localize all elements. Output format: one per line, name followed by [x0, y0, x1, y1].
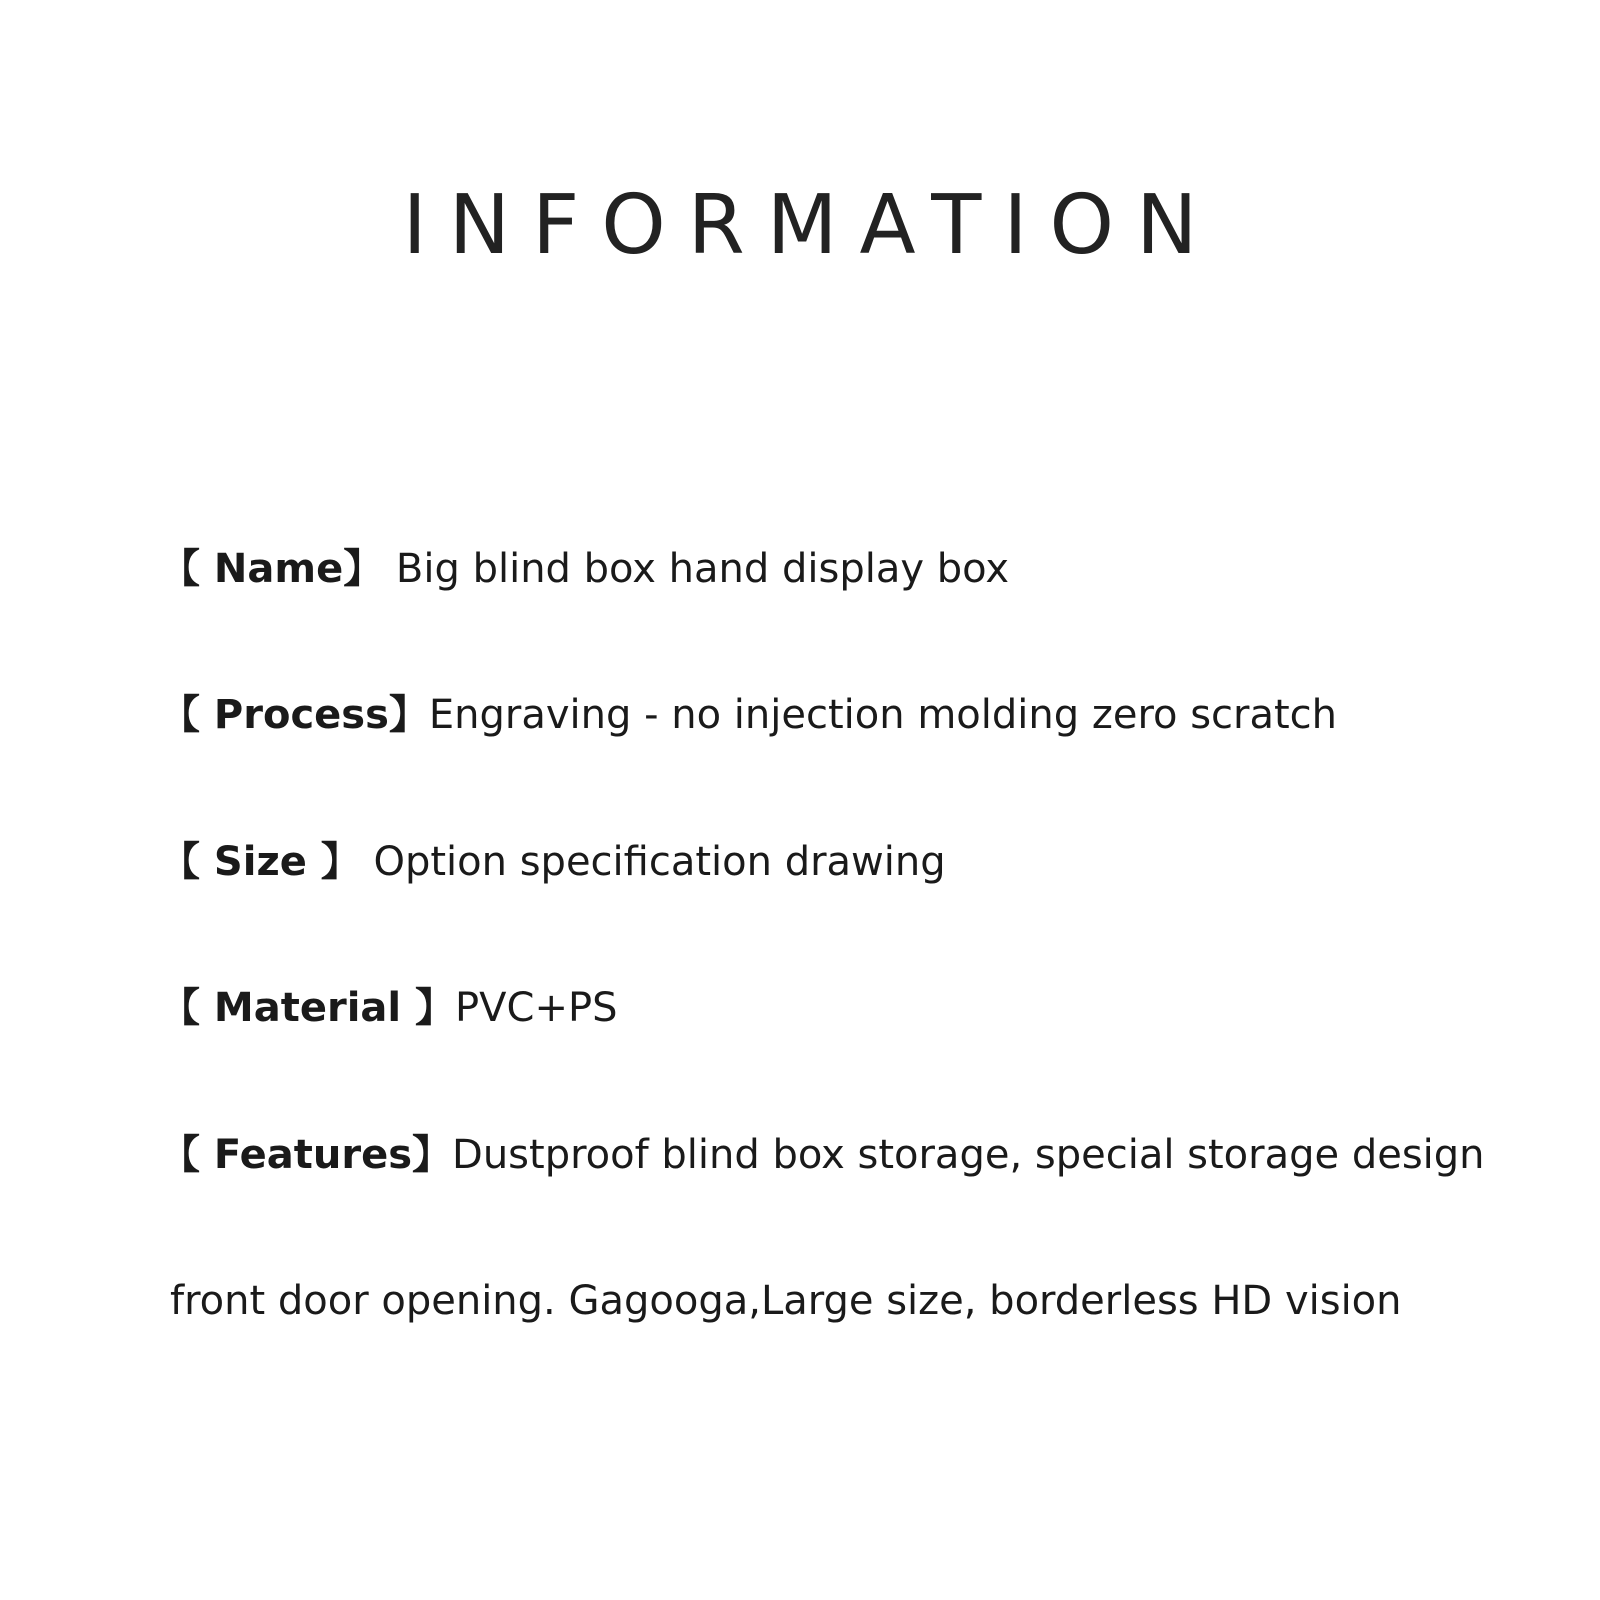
spec-value-size: Option specification drawing	[360, 839, 946, 885]
spec-row-name	[160, 544, 1009, 594]
spec-row-process	[160, 690, 1337, 740]
spec-value-features: Dustproof blind box storage, special storage design	[452, 1132, 1485, 1178]
spec-row-features	[160, 1130, 1485, 1180]
spec-row-size	[160, 837, 946, 887]
spec-value-name: Big blind box hand display box	[383, 546, 1010, 592]
spec-value-features-continuation: front door opening. Gagooga,Large size, borderless HD vision	[170, 1278, 1402, 1324]
spec-label-process: 【 Process】	[160, 692, 429, 738]
page-title: INFORMATION	[402, 178, 1220, 273]
spec-label-material: 【 Material 】	[160, 985, 456, 1031]
spec-label-size: 【 Size 】	[160, 839, 361, 885]
spec-value-process: Engraving - no injection molding zero scratch	[428, 692, 1338, 738]
spec-value-material: PVC+PS	[455, 985, 618, 1031]
spec-row-material	[160, 983, 618, 1033]
spec-label-name: 【 Name】	[160, 546, 384, 592]
spec-label-features: 【 Features】	[160, 1132, 453, 1178]
